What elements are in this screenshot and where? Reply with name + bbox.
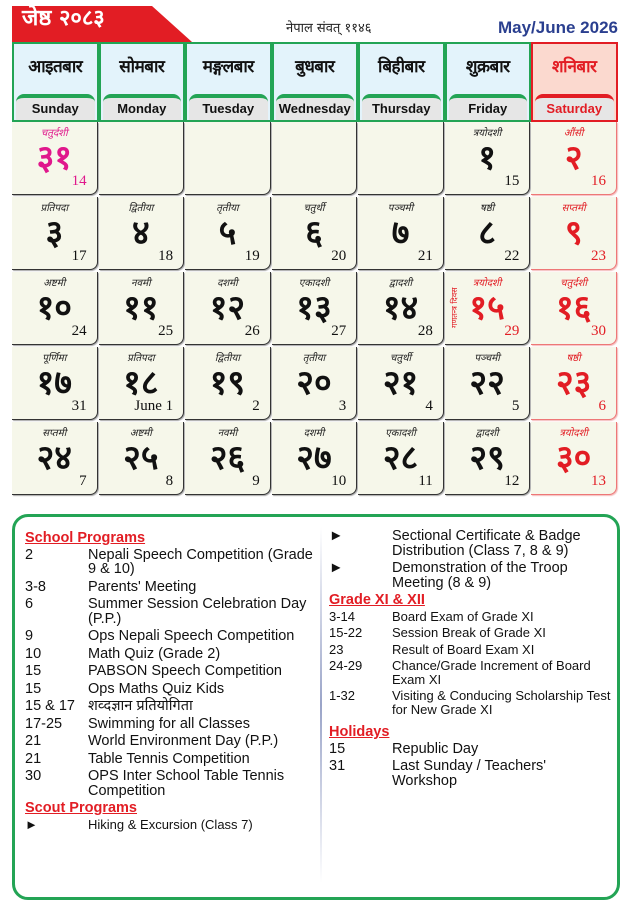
day-cell[interactable]	[445, 347, 531, 420]
tithi-label: तृतीया	[216, 203, 239, 214]
event-text: World Environment Day (P.P.)	[88, 733, 279, 749]
day-cell[interactable]	[99, 347, 185, 420]
tithi-label: द्वादशी	[475, 428, 499, 439]
event-date: 17-25	[25, 715, 63, 732]
nepali-month-title: जेष्ठ २०८३	[22, 6, 105, 31]
ad-date: 18	[158, 248, 174, 264]
day-cell[interactable]	[12, 272, 98, 345]
bs-date: २	[564, 138, 583, 178]
ad-date: 19	[244, 248, 260, 264]
nepal-sambat-year: नेपाल संवत् ११४६	[286, 21, 372, 36]
weekday-sunday	[12, 42, 99, 122]
event-text: Nepali Speech Competition (Grade 9 & 10)	[88, 546, 313, 577]
bs-date: १	[478, 138, 496, 178]
empty-day-cell	[272, 122, 358, 195]
event-item	[329, 659, 614, 686]
tithi-label: अष्टमी	[43, 278, 66, 289]
event-text: Session Break of Grade XI	[392, 625, 546, 640]
bs-date: ११	[123, 288, 159, 328]
event-text: Summer Session Celebration Day (P.P.)	[88, 596, 307, 627]
events-panel	[12, 514, 620, 900]
bs-date: १९	[209, 363, 246, 403]
event-date: 15	[25, 680, 42, 697]
event-date: 9	[25, 628, 34, 644]
tithi-label: दशमी	[303, 428, 325, 439]
section-title: School Programs	[25, 530, 146, 546]
event-date: 2	[25, 546, 34, 563]
day-cell[interactable]	[531, 347, 617, 420]
event-item	[329, 610, 614, 624]
event-item	[25, 597, 315, 626]
ad-date: June 1	[134, 398, 174, 414]
bs-date: २३	[555, 363, 592, 403]
ad-date: 20	[331, 248, 347, 264]
bs-date: २८	[382, 438, 419, 478]
ad-date: 29	[504, 323, 520, 339]
weekday-thursday	[358, 42, 445, 122]
ad-date: 21	[417, 248, 433, 264]
tithi-label: सप्तमी	[42, 428, 67, 439]
day-cell[interactable]	[99, 272, 185, 345]
event-item	[25, 752, 315, 767]
weekday-header	[12, 42, 618, 122]
tithi-label: एकादशी	[385, 428, 416, 439]
event-item	[25, 548, 315, 577]
tithi-label: प्रतिपदा	[40, 203, 69, 214]
day-cell[interactable]	[358, 422, 444, 495]
event-item	[25, 818, 315, 832]
event-date: 21	[25, 750, 42, 767]
event-text: Board Exam of Grade XI	[392, 608, 534, 624]
day-cell[interactable]	[531, 197, 617, 270]
event-bullet: ►	[25, 816, 38, 832]
weekday-nepali-label: सोमबार	[119, 57, 165, 77]
bs-date: १८	[123, 363, 159, 403]
event-text: Math Quiz (Grade 2)	[88, 645, 221, 662]
weekday-tuesday	[185, 42, 272, 122]
day-cell[interactable]	[445, 197, 531, 270]
tithi-label: चतुर्थी	[303, 203, 325, 214]
english-month-title: May/June 2026	[497, 18, 618, 37]
event-date: 3-8	[25, 578, 46, 595]
ad-date: 10	[331, 473, 347, 489]
tithi-label: चतुर्दशी	[40, 128, 68, 139]
ad-date: 30	[590, 323, 606, 339]
bs-date: २१	[382, 363, 419, 403]
weekday-nepali-label: बिहीबार	[377, 57, 425, 77]
event-text: Result of Board Exam XI	[392, 641, 535, 657]
weekday-english-label: Wednesday	[276, 94, 355, 120]
event-bullet: ►	[329, 560, 344, 576]
tithi-label: द्वादशी	[389, 278, 413, 289]
event-text: OPS Inter School Table Tennis Competition	[88, 768, 285, 799]
tithi-label: पञ्चमी	[474, 353, 500, 364]
event-text: Ops Nepali Speech Competition	[88, 628, 295, 644]
day-cell[interactable]	[272, 197, 358, 270]
ad-date: 25	[158, 323, 174, 339]
ad-date: 13	[590, 473, 606, 489]
event-item	[329, 626, 614, 640]
tithi-label: चतुर्दशी	[560, 278, 588, 289]
bs-date: ४	[132, 213, 150, 253]
bs-date: ६	[305, 213, 323, 253]
event-item	[329, 742, 614, 757]
bs-date: ८	[478, 213, 496, 253]
tithi-label: द्वितीया	[128, 203, 154, 214]
bs-date: १७	[36, 363, 72, 403]
day-cell[interactable]	[272, 422, 358, 495]
ad-date: 14	[71, 173, 87, 189]
event-date: 24-29	[329, 658, 363, 673]
weekday-saturday	[531, 42, 618, 122]
weekday-english-label: Friday	[449, 94, 528, 120]
event-item	[25, 769, 315, 798]
ad-date: 27	[331, 323, 347, 339]
ad-date: 24	[71, 323, 87, 339]
event-text: Parents' Meeting	[88, 578, 197, 595]
bs-date: २९	[469, 438, 505, 478]
event-date: 15 & 17	[25, 698, 75, 714]
event-date: 23	[329, 641, 344, 657]
column-divider	[320, 527, 322, 883]
bs-date: २२	[469, 363, 505, 403]
event-item	[25, 647, 315, 662]
bs-date: २५	[123, 438, 159, 478]
day-cell[interactable]	[445, 422, 531, 495]
ad-date: 6	[598, 398, 606, 414]
event-text: Swimming for all Classes	[88, 715, 250, 732]
event-text: शव्दज्ञान प्रतियोगिता	[88, 698, 193, 714]
event-text: Chance/Grade Increment of Board Exam XI	[392, 658, 591, 687]
ad-date: 9	[252, 473, 260, 489]
section-title: Holidays	[329, 724, 390, 740]
day-cell[interactable]	[358, 197, 444, 270]
bs-date: ३०	[555, 438, 592, 478]
tithi-label: औंसी	[563, 128, 584, 139]
day-cell[interactable]	[531, 422, 617, 495]
event-date: 31	[329, 758, 346, 774]
tithi-label: षष्ठी	[479, 203, 495, 214]
tithi-label: चतुर्थी	[390, 353, 412, 364]
tithi-label: त्रयोदशी	[559, 428, 588, 439]
weekday-english-label: Saturday	[535, 94, 614, 120]
day-cell[interactable]	[12, 197, 98, 270]
tithi-label: पूर्णिमा	[42, 353, 67, 364]
bs-date: १३	[296, 288, 332, 328]
day-cell[interactable]	[531, 122, 617, 195]
weekday-monday	[99, 42, 186, 122]
event-item	[25, 629, 315, 644]
bs-date: ७	[391, 213, 410, 253]
ad-date: 12	[504, 473, 520, 489]
tithi-label: तृतीया	[302, 353, 326, 364]
event-item	[329, 529, 614, 558]
bs-date: १६	[555, 288, 592, 328]
event-text: Sectional Certificate & Badge Distribution (Class 7, 8 & 9)	[392, 528, 581, 559]
event-date: 21	[25, 733, 42, 749]
event-text: Last Sunday / Teachers' Workshop	[392, 758, 547, 789]
event-text: Demonstration of the Troop Meeting (8 & 9)	[392, 560, 568, 591]
event-date: 30	[25, 768, 42, 784]
day-cell[interactable]	[445, 272, 531, 345]
holiday-note: गणतन्त्र दिवस	[449, 287, 459, 329]
weekday-nepali-label: बुधबार	[295, 57, 335, 77]
tithi-label: अष्टमी	[129, 428, 152, 439]
day-cell[interactable]	[272, 272, 358, 345]
day-cell[interactable]	[99, 422, 185, 495]
event-date: 3-14	[329, 608, 356, 624]
event-item	[329, 689, 614, 716]
section-title: Scout Programs	[25, 800, 137, 816]
ad-date: 28	[417, 323, 433, 339]
tithi-label: पञ्चमी	[387, 203, 414, 214]
event-item	[25, 699, 315, 714]
day-cell[interactable]	[272, 347, 358, 420]
event-item	[25, 664, 315, 679]
event-date: 6	[25, 596, 34, 612]
day-cell[interactable]	[12, 422, 98, 495]
empty-day-cell	[99, 122, 185, 195]
bs-date: २०	[296, 363, 332, 403]
event-text: Visiting & Conducing Scholarship Test for New Grade XI	[392, 688, 611, 717]
weekday-nepali-label: मङ्गलबार	[202, 57, 254, 77]
event-item	[25, 717, 315, 732]
event-item	[25, 734, 315, 749]
event-text: PABSON Speech Competition	[88, 663, 282, 679]
weekday-friday	[445, 42, 532, 122]
tithi-label: नवमी	[131, 278, 151, 289]
ad-date: 15	[504, 173, 520, 189]
day-cell[interactable]	[12, 122, 98, 195]
tithi-label: त्रयोदशी	[472, 278, 502, 289]
weekday-nepali-label: शनिबार	[552, 57, 597, 77]
empty-day-cell	[185, 122, 271, 195]
event-date: 15-22	[329, 625, 363, 640]
event-item	[25, 580, 315, 595]
weekday-english-label: Monday	[103, 94, 182, 120]
bs-date: १२	[209, 288, 246, 328]
day-cell[interactable]	[358, 272, 444, 345]
tithi-label: सप्तमी	[561, 203, 586, 214]
ad-date: 7	[79, 473, 87, 489]
bs-date: १०	[36, 288, 72, 328]
ad-date: 16	[590, 173, 606, 189]
events-left-column	[25, 529, 315, 834]
event-date: 1-32	[329, 688, 356, 703]
tithi-label: प्रतिपदा	[127, 353, 155, 364]
weekday-wednesday	[272, 42, 359, 122]
event-item	[329, 561, 614, 590]
ad-date: 17	[71, 248, 87, 264]
weekday-nepali-label: आइतबार	[28, 57, 83, 77]
day-cell[interactable]	[99, 197, 185, 270]
ad-date: 23	[590, 248, 606, 264]
ad-date: 31	[71, 398, 87, 414]
spacer	[329, 719, 614, 723]
tithi-label: द्वितीया	[214, 353, 240, 364]
bs-date: २७	[296, 438, 332, 478]
day-cell[interactable]	[185, 347, 271, 420]
ad-date: 26	[244, 323, 260, 339]
section-title: Grade XI & XII	[329, 592, 425, 608]
bs-date: ५	[218, 213, 237, 253]
event-item	[25, 682, 315, 697]
event-text: Republic Day	[392, 740, 479, 757]
tithi-label: दशमी	[217, 278, 238, 289]
event-date: 10	[25, 645, 42, 662]
empty-day-cell	[358, 122, 444, 195]
ad-date: 8	[165, 473, 174, 489]
event-item	[329, 759, 614, 788]
weekday-nepali-label: शुक्रबार	[465, 57, 510, 77]
day-cell[interactable]	[358, 347, 444, 420]
event-text: Table Tennis Competition	[88, 750, 250, 767]
tithi-label: एकादशी	[298, 278, 330, 289]
bs-date: १५	[469, 288, 505, 328]
ad-date: 22	[504, 248, 520, 264]
tithi-label: षष्ठी	[566, 353, 581, 364]
bs-date: ९	[564, 213, 583, 253]
day-cell[interactable]	[445, 122, 531, 195]
events-right-column	[329, 529, 614, 791]
ad-date: 11	[418, 473, 433, 489]
calendar-grid	[12, 122, 618, 497]
day-cell[interactable]	[185, 422, 271, 495]
event-date: 15	[25, 663, 42, 679]
day-cell[interactable]	[12, 347, 98, 420]
day-cell[interactable]	[185, 197, 271, 270]
ad-date: 3	[338, 398, 347, 414]
bs-date: २४	[36, 438, 72, 478]
weekday-english-label: Tuesday	[189, 94, 268, 120]
ad-date: 4	[425, 398, 433, 414]
event-item	[329, 643, 614, 657]
tithi-label: नवमी	[217, 428, 238, 439]
bs-date: २६	[209, 438, 246, 478]
day-cell[interactable]	[185, 272, 271, 345]
weekday-english-label: Sunday	[16, 94, 95, 120]
tithi-label: त्रयोदशी	[472, 128, 502, 139]
ad-date: 5	[511, 398, 520, 414]
event-text: Ops Maths Quiz Kids	[88, 680, 225, 697]
bs-date: १४	[382, 288, 419, 328]
event-bullet: ►	[329, 528, 344, 544]
bs-date: ३१	[36, 138, 72, 178]
event-text: Hiking & Excursion (Class 7)	[88, 816, 253, 832]
day-cell[interactable]	[531, 272, 617, 345]
bs-date: ३	[45, 213, 64, 253]
ad-date: 2	[252, 398, 260, 414]
event-date: 15	[329, 740, 346, 757]
weekday-english-label: Thursday	[362, 94, 441, 120]
